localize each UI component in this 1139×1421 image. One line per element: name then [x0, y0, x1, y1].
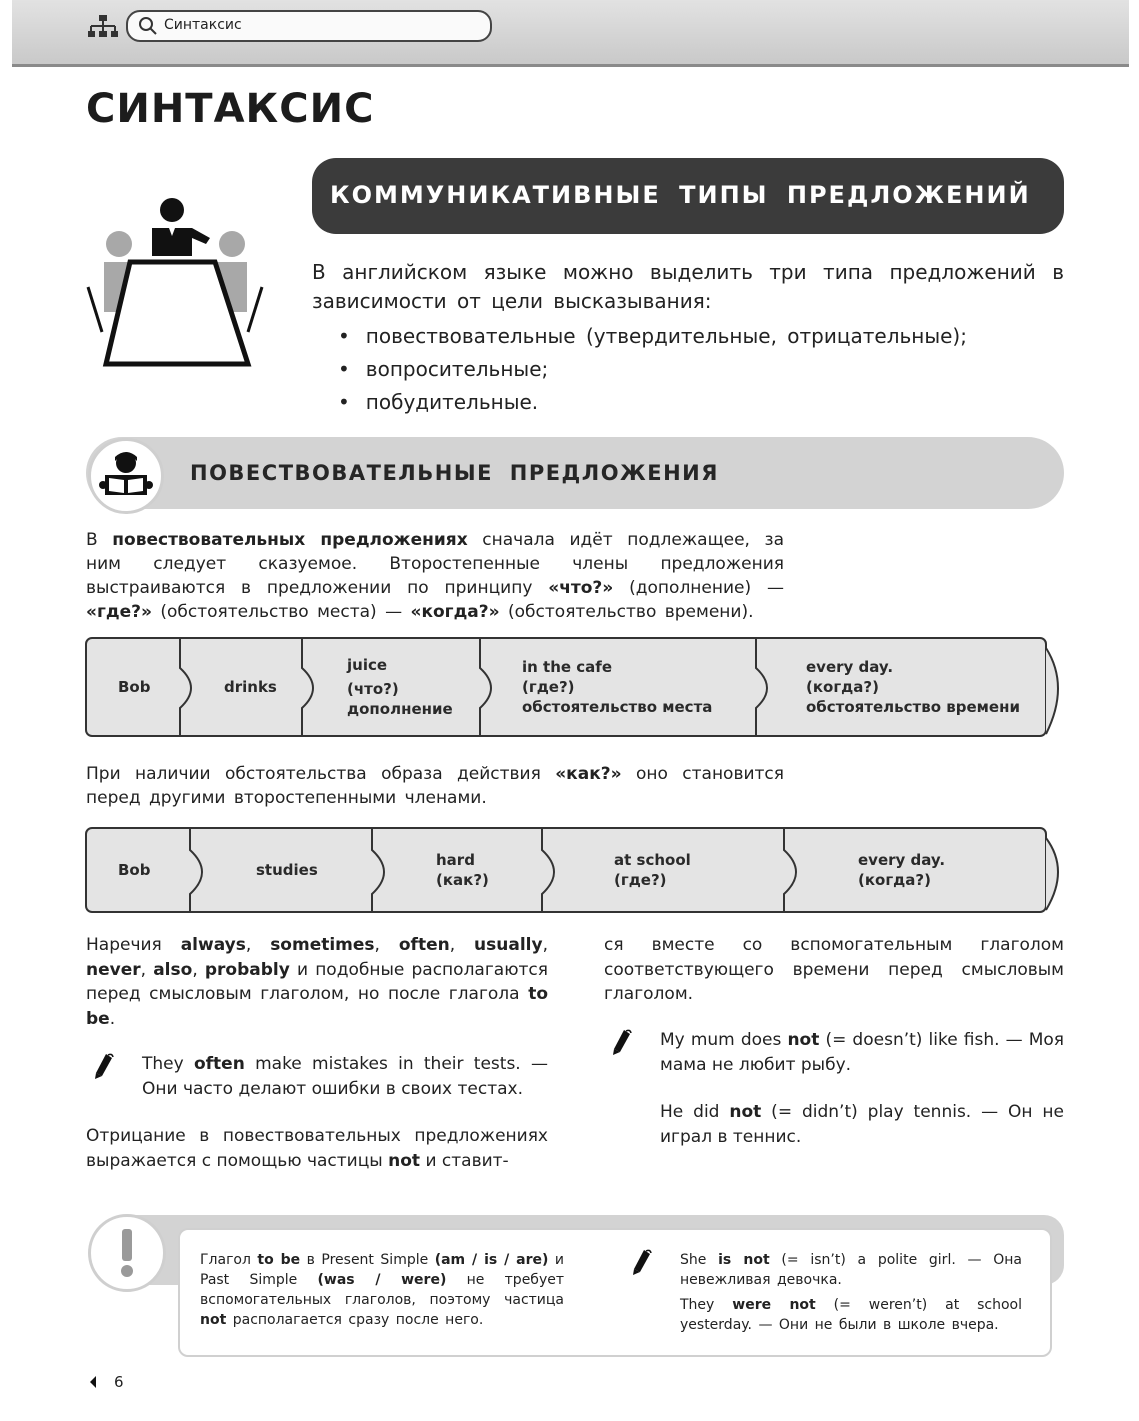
- text: В: [86, 530, 113, 550]
- search-input[interactable]: [126, 10, 492, 42]
- text: Наречия: [86, 935, 181, 955]
- strip2-cell-time: [858, 850, 945, 890]
- strip1-cell-subject: Bob: [118, 678, 151, 696]
- text: (= didn’t) play tennis. — Он не играл в теннис.: [660, 1102, 1064, 1147]
- cell-line: (как?): [436, 871, 489, 889]
- bold-term: not: [787, 1030, 820, 1050]
- strip2-cell-place: [614, 850, 691, 890]
- negation-continued: ся вместе со вспомогательным глаголом соответствующего времени перед смысловым глаголом.: [604, 935, 1064, 1004]
- section-heading-text: КОММУНИКАТИВНЫЕ ТИПЫ ПРЕДЛОЖЕНИЙ: [330, 181, 1031, 209]
- text: в Present Simple: [300, 1252, 435, 1268]
- text: He did: [660, 1102, 730, 1122]
- example-does-not: [660, 1028, 1064, 1077]
- cell-line: обстоятельство места: [522, 698, 713, 716]
- text: (обстоятельство времени).: [499, 602, 754, 622]
- note-to-be: [200, 1250, 564, 1330]
- adverbs-paragraph: [86, 933, 548, 1031]
- list-item: • повествовательные (утвердительные, отрицательные);: [338, 320, 1064, 353]
- bold-term: never: [86, 959, 141, 980]
- text: They: [680, 1297, 733, 1313]
- strip1-cell-place: [522, 657, 712, 717]
- pen-icon: [92, 1052, 114, 1080]
- text: She: [680, 1252, 719, 1268]
- page-number: 6: [114, 1373, 124, 1391]
- pen-icon: [630, 1248, 652, 1276]
- text: сначала идёт подлежащее, за ним следует сказуемое. Второстепенные члены предложения выстраиваются в предложении по принципу: [86, 530, 784, 598]
- cell-line: дополнение: [347, 700, 453, 718]
- bold-term: often: [193, 1054, 245, 1074]
- text: ,: [542, 935, 548, 955]
- text: и ставит-: [420, 1150, 509, 1171]
- cell-line: (что?): [347, 680, 399, 698]
- manner-paragraph: [86, 762, 784, 810]
- list-item: • вопросительные;: [338, 353, 1064, 386]
- strip2-cell-subject: Bob: [118, 861, 151, 879]
- cell-line: every day.: [806, 658, 894, 676]
- text: (дополнение) —: [613, 578, 784, 598]
- note-example-is-not: [680, 1250, 1022, 1290]
- strip1-cell-time: [806, 657, 1020, 717]
- text: ,: [192, 959, 205, 980]
- bold-term: (was / were): [317, 1272, 447, 1288]
- section-intro: [312, 258, 1064, 419]
- bold-term: were not: [732, 1297, 816, 1313]
- cell-line: обстоятельство времени: [806, 698, 1020, 716]
- bold-term: often: [398, 935, 450, 955]
- bold-term: always: [180, 935, 246, 955]
- text: и подобные располагаются перед смысловым глаголом, но после глагола: [86, 959, 548, 1004]
- search-icon: [138, 16, 158, 36]
- exclamation-icon: [88, 1214, 166, 1292]
- text: Глагол: [200, 1252, 258, 1268]
- strip2-cell-verb: studies: [256, 861, 318, 879]
- text: ,: [374, 935, 399, 955]
- page-back-icon[interactable]: [88, 1375, 98, 1389]
- text: (= isn’t) a polite girl. — Она невежливая девочка.: [680, 1252, 1022, 1288]
- bold-term: «когда?»: [410, 602, 500, 622]
- text: My mum does: [660, 1030, 788, 1050]
- text: make mistakes in their tests. — Они часто делают ошибки в своих тестах.: [142, 1054, 548, 1099]
- bold-term: «как?»: [555, 764, 622, 784]
- bold-term: not: [388, 1150, 421, 1171]
- search-text: Синтаксис: [164, 17, 242, 33]
- text: (обстоятельство места) —: [151, 602, 411, 622]
- declarative-paragraph: [86, 528, 784, 624]
- bold-term: not: [200, 1312, 227, 1328]
- text: They: [142, 1054, 194, 1074]
- strip2-cell-manner: [436, 850, 489, 890]
- sentence-types-list: [338, 320, 1064, 419]
- text: .: [109, 1008, 116, 1029]
- section-heading-text: ПОВЕСТВОВАТЕЛЬНЫЕ ПРЕДЛОЖЕНИЯ: [190, 461, 719, 485]
- page-title: СИНТАКСИС: [86, 86, 375, 132]
- cell-line: hard: [436, 851, 475, 869]
- bold-term: also: [153, 959, 193, 980]
- text: и Past Simple: [200, 1252, 564, 1288]
- text: Отрицание в повествовательных предложениях выражается с помощью частицы: [86, 1126, 548, 1171]
- cell-line: every day.: [858, 851, 946, 869]
- intro-text: В английском языке можно выделить три типа предложений в зависимости от цели высказывания:: [312, 260, 1064, 313]
- strip1-cell-verb: drinks: [224, 678, 277, 696]
- text: ,: [245, 935, 271, 955]
- meeting-illustration: [86, 192, 266, 372]
- cell-line: in the cafe: [522, 658, 612, 676]
- bold-term: to be: [257, 1252, 301, 1268]
- bold-term: «где?»: [86, 602, 152, 622]
- bold-term: to be: [86, 984, 548, 1029]
- text: располагается сразу после него.: [226, 1312, 484, 1328]
- bold-term: (am / is / are): [434, 1252, 549, 1268]
- bold-term: probably: [204, 959, 290, 980]
- note-example-were-not: [680, 1295, 1022, 1335]
- cell-line: juice: [347, 656, 388, 674]
- reader-icon: [88, 438, 164, 514]
- bold-term: is not: [718, 1252, 770, 1268]
- cell-line: (где?): [614, 871, 667, 889]
- strip1-cell-object: [347, 655, 453, 719]
- bold-term: повествовательных предложениях: [112, 530, 468, 550]
- bold-term: usually: [474, 935, 543, 955]
- example-did-not: [660, 1100, 1064, 1149]
- pen-icon: [610, 1028, 632, 1056]
- text: ,: [140, 959, 154, 980]
- example-often: [142, 1052, 548, 1101]
- negation-paragraph: [86, 1124, 548, 1173]
- text: ,: [449, 935, 475, 955]
- cell-line: (когда?): [806, 678, 879, 696]
- section-heading-communicative: [312, 158, 1064, 234]
- cell-line: (когда?): [858, 871, 931, 889]
- bold-term: not: [729, 1102, 762, 1122]
- section-heading-declarative: [86, 437, 1064, 509]
- text: оно становится перед другими второстепенными членами.: [86, 764, 784, 808]
- bold-term: «что?»: [548, 578, 614, 598]
- sitemap-icon[interactable]: [88, 14, 118, 40]
- list-item: • побудительные.: [338, 386, 1064, 419]
- text: (= weren’t) at school yesterday. — Они не были в школе вчера.: [680, 1297, 1022, 1333]
- text: не требует вспомогательных глаголов, поэтому частица: [200, 1272, 564, 1308]
- cell-line: (где?): [522, 678, 575, 696]
- bold-term: sometimes: [270, 935, 375, 955]
- cell-line: at school: [614, 851, 691, 869]
- text: При наличии обстоятельства образа действия: [86, 764, 556, 784]
- text: (= doesn’t) like fish. — Моя мама не любит рыбу.: [660, 1030, 1065, 1075]
